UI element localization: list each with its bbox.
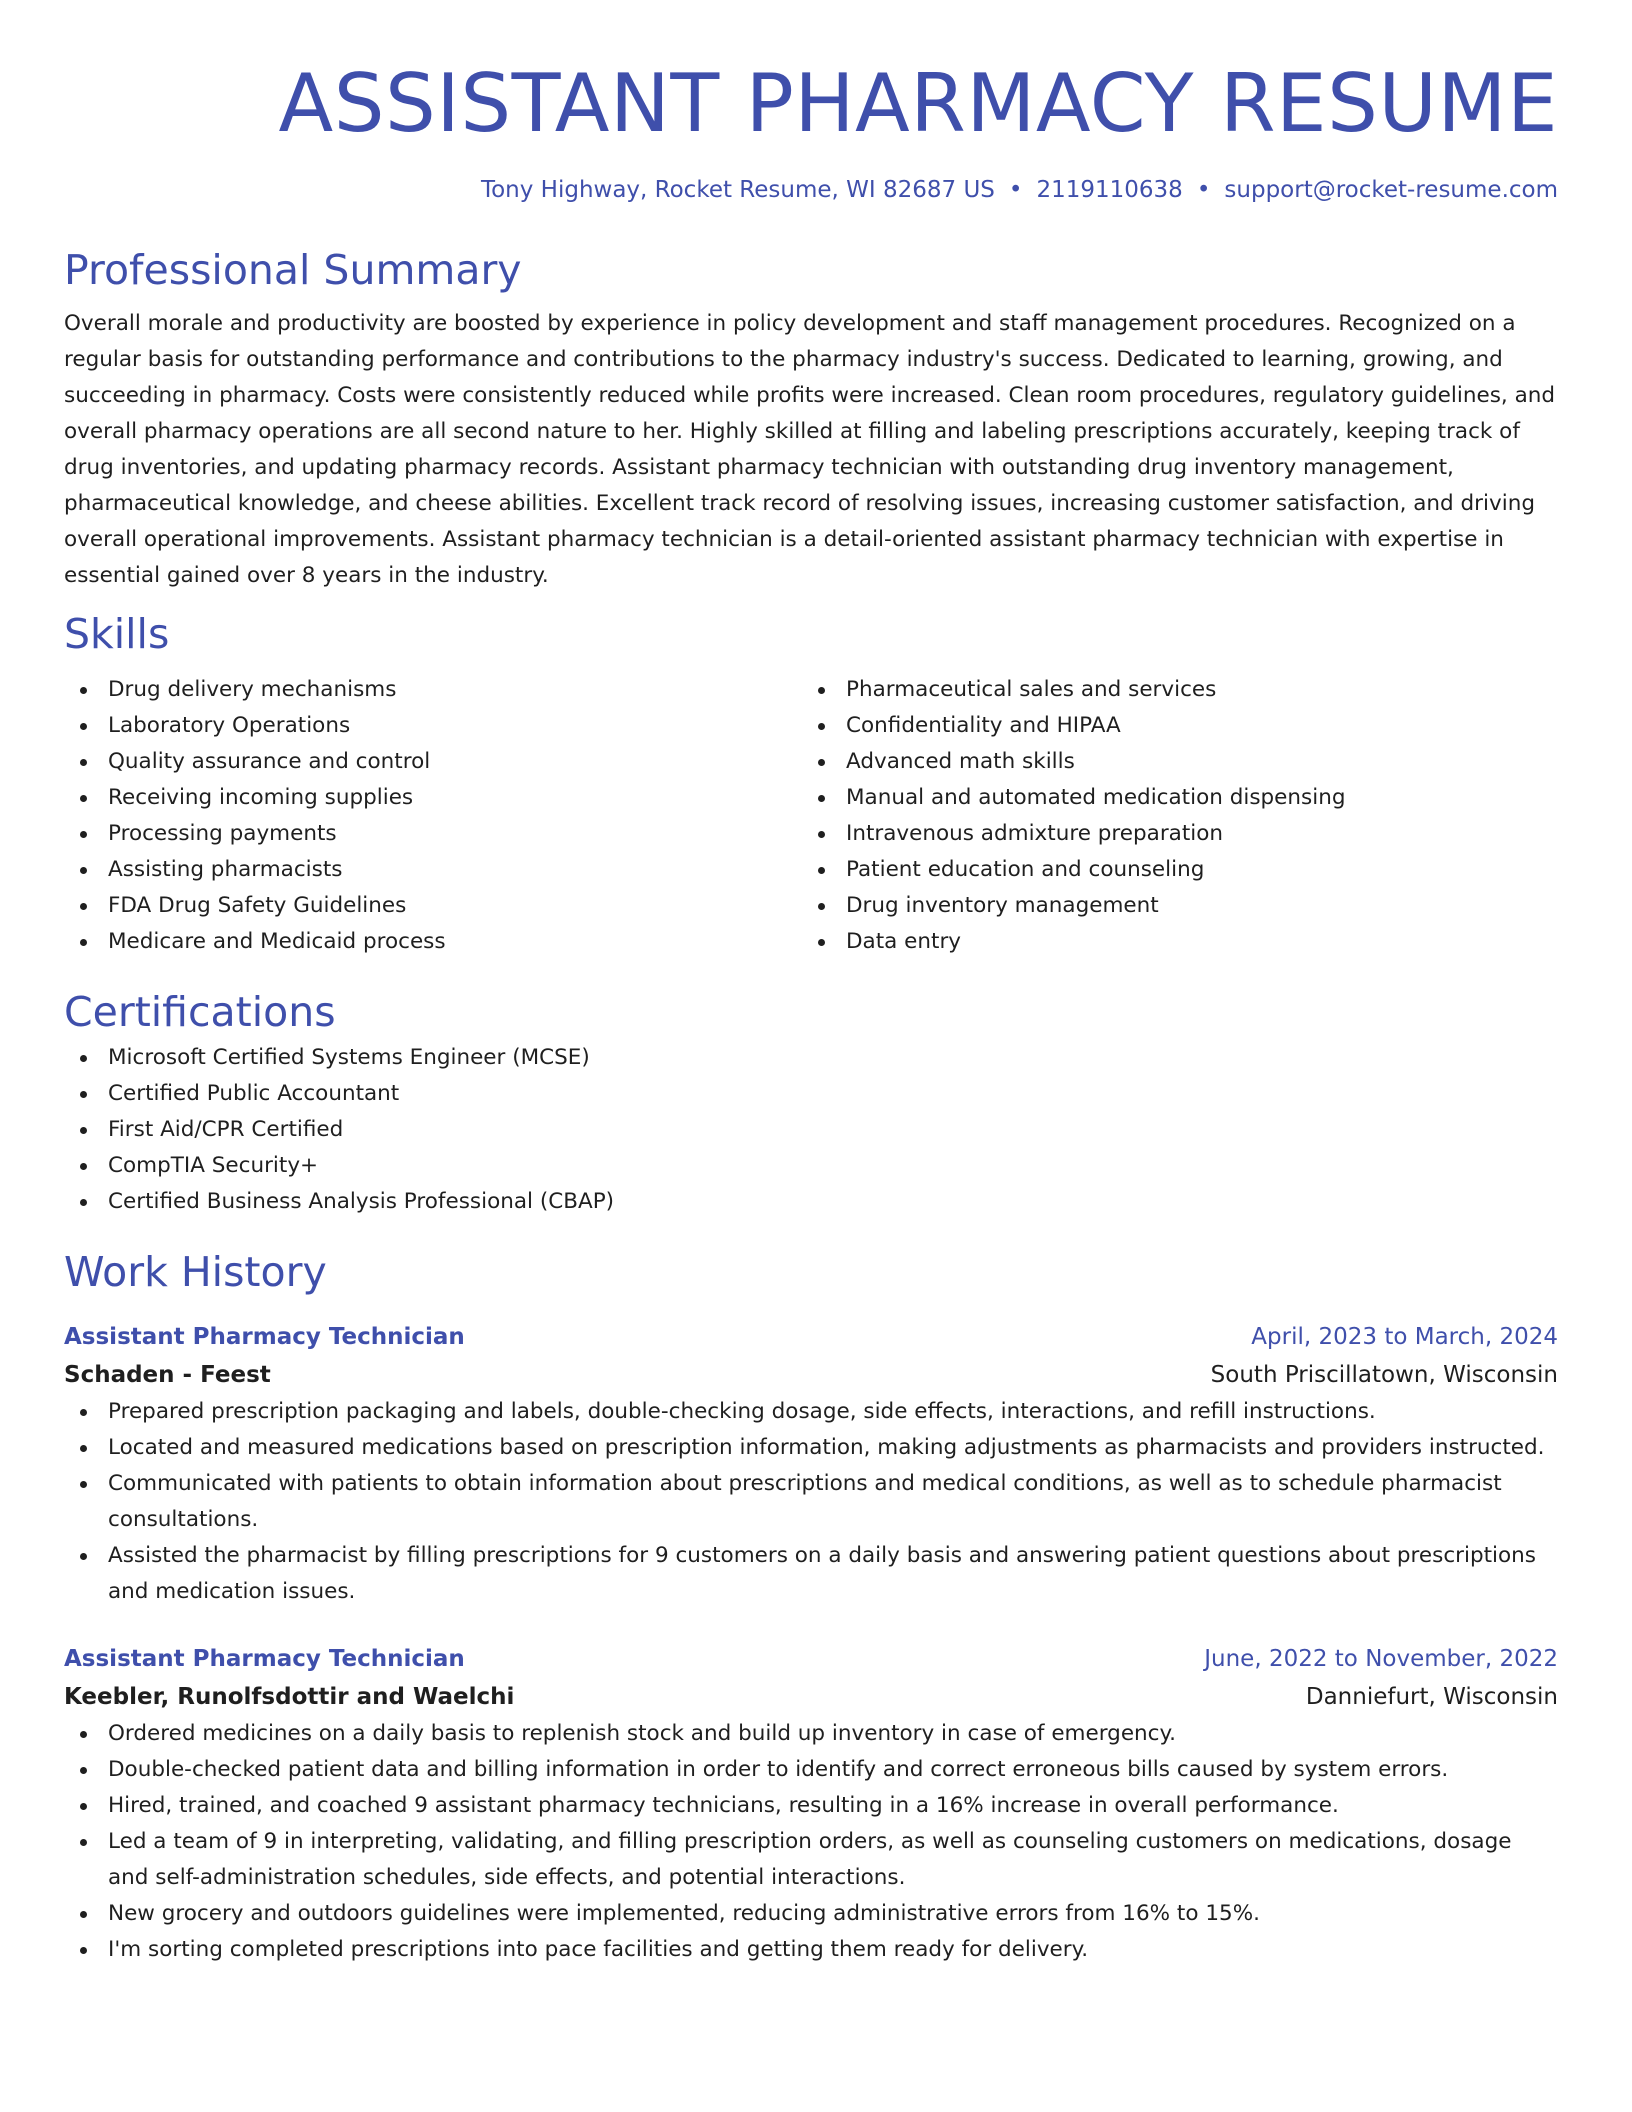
skill-item: Pharmaceutical sales and services bbox=[802, 672, 1540, 708]
contact-address: Tony Highway, Rocket Resume, WI 82687 US bbox=[480, 177, 995, 203]
contact-line bbox=[64, 174, 1558, 206]
job-bullet: Located and measured medications based on prescription information, making adjustments as pharmacists and providers instructed. bbox=[64, 1430, 1558, 1466]
certifications-section bbox=[64, 984, 1558, 1220]
job-bullet: Prepared prescription packaging and labels, double-checking dosage, side effects, interactions, and refill instructions. bbox=[64, 1394, 1558, 1430]
job-role: Assistant Pharmacy Technician bbox=[64, 1646, 465, 1672]
job-bullet: Double-checked patient data and billing information in order to identify and correct erroneous bills caused by system errors. bbox=[64, 1752, 1558, 1788]
certification-item: Certified Business Analysis Professional (CBAP) bbox=[64, 1184, 1558, 1220]
skill-item: Data entry bbox=[802, 924, 1540, 960]
contact-email: support@rocket-resume.com bbox=[1224, 177, 1558, 203]
work-history-section bbox=[64, 1244, 1558, 1968]
summary-text: Overall morale and productivity are boosted by experience in policy development and staff management procedures. Recognized on a regular basis for outstanding performance and contributions to the pharmacy industry's success. Dedicated to learning, growing, and succeeding in pharmacy. Costs were consistently reduced while profits were increased. Clean room procedures, regulatory guidelines, and overall pharmacy operations are all second nature to her. Highly skilled at filling and labeling prescriptions accurately, keeping track of drug inventories, and updating pharmacy records. Assistant pharmacy technician with outstanding drug inventory management, pharmaceutical knowledge, and cheese abilities. Excellent track record of resolving issues, increasing customer satisfaction, and driving overall operational improvements. Assistant pharmacy technician is a detail-oriented assistant pharmacy technician with expertise in essential gained over 8 years in the industry. bbox=[64, 311, 1556, 588]
job-entry bbox=[64, 1640, 1558, 1968]
skills-heading: Skills bbox=[64, 610, 170, 658]
skill-item: Patient education and counseling bbox=[802, 852, 1540, 888]
contact-phone: 2119110638 bbox=[1036, 177, 1183, 203]
certification-item: Microsoft Certified Systems Engineer (MCSE) bbox=[64, 1040, 1558, 1076]
skill-item: FDA Drug Safety Guidelines bbox=[64, 888, 802, 924]
job-bullet-list bbox=[64, 1394, 1558, 1610]
skill-item: Receiving incoming supplies bbox=[64, 780, 802, 816]
job-bullet: I'm sorting completed prescriptions into pace facilities and getting them ready for delivery. bbox=[64, 1932, 1558, 1968]
skills-list-right bbox=[802, 672, 1540, 960]
job-location: Danniefurt, Wisconsin bbox=[1305, 1684, 1558, 1710]
job-bullet: Assisted the pharmacist by filling prescriptions for 9 customers on a daily basis and answering patient questions about prescriptions and medication issues. bbox=[64, 1538, 1558, 1610]
skill-item: Drug inventory management bbox=[802, 888, 1540, 924]
skill-item: Confidentiality and HIPAA bbox=[802, 708, 1540, 744]
professional-summary-section bbox=[64, 242, 1558, 594]
job-header bbox=[64, 1640, 1558, 1678]
skill-item: Assisting pharmacists bbox=[64, 852, 802, 888]
skill-item: Manual and automated medication dispensing bbox=[802, 780, 1540, 816]
certifications-list bbox=[64, 1040, 1558, 1220]
job-subheader bbox=[64, 1678, 1558, 1716]
skills-list-left bbox=[64, 672, 802, 960]
contact-separator: • bbox=[1008, 177, 1023, 203]
job-subheader bbox=[64, 1356, 1558, 1394]
job-role: Assistant Pharmacy Technician bbox=[64, 1324, 465, 1350]
job-company: Keebler, Runolfsdottir and Waelchi bbox=[64, 1684, 515, 1710]
job-header bbox=[64, 1318, 1558, 1356]
skill-item: Laboratory Operations bbox=[64, 708, 802, 744]
certification-item: Certified Public Accountant bbox=[64, 1076, 1558, 1112]
job-bullet: Led a team of 9 in interpreting, validating, and filling prescription orders, as well as counseling customers on medications, dosage and self-administration schedules, side effects, and potential interactions. bbox=[64, 1824, 1558, 1896]
job-company: Schaden - Feest bbox=[64, 1362, 271, 1388]
job-bullet: Communicated with patients to obtain information about prescriptions and medical conditions, as well as to schedule pharmacist consultations. bbox=[64, 1466, 1558, 1538]
resume-title: ASSISTANT PHARMACY RESUME bbox=[278, 57, 1558, 150]
certifications-heading: Certifications bbox=[64, 988, 336, 1036]
job-entry bbox=[64, 1318, 1558, 1610]
skill-item: Quality assurance and control bbox=[64, 744, 802, 780]
skill-item: Advanced math skills bbox=[802, 744, 1540, 780]
skill-item: Medicare and Medicaid process bbox=[64, 924, 802, 960]
job-bullet: Ordered medicines on a daily basis to replenish stock and build up inventory in case of emergency. bbox=[64, 1716, 1558, 1752]
skill-item: Drug delivery mechanisms bbox=[64, 672, 802, 708]
certification-item: First Aid/CPR Certified bbox=[64, 1112, 1558, 1148]
resume-page bbox=[64, 0, 1558, 1968]
summary-heading: Professional Summary bbox=[64, 246, 522, 294]
job-bullet: New grocery and outdoors guidelines were implemented, reducing administrative errors from 16% to 15%. bbox=[64, 1896, 1558, 1932]
skill-item: Intravenous admixture preparation bbox=[802, 816, 1540, 852]
job-location: South Priscillatown, Wisconsin bbox=[1210, 1362, 1558, 1388]
skills-columns bbox=[64, 672, 1558, 960]
job-bullet: Hired, trained, and coached 9 assistant pharmacy technicians, resulting in a 16% increase in overall performance. bbox=[64, 1788, 1558, 1824]
skills-section bbox=[64, 606, 1558, 960]
job-bullet-list bbox=[64, 1716, 1558, 1968]
job-dates: April, 2023 to March, 2024 bbox=[1251, 1324, 1558, 1350]
certification-item: CompTIA Security+ bbox=[64, 1148, 1558, 1184]
contact-separator: • bbox=[1196, 177, 1211, 203]
skill-item: Processing payments bbox=[64, 816, 802, 852]
job-dates: June, 2022 to November, 2022 bbox=[1204, 1646, 1558, 1672]
work-history-heading: Work History bbox=[64, 1248, 327, 1296]
